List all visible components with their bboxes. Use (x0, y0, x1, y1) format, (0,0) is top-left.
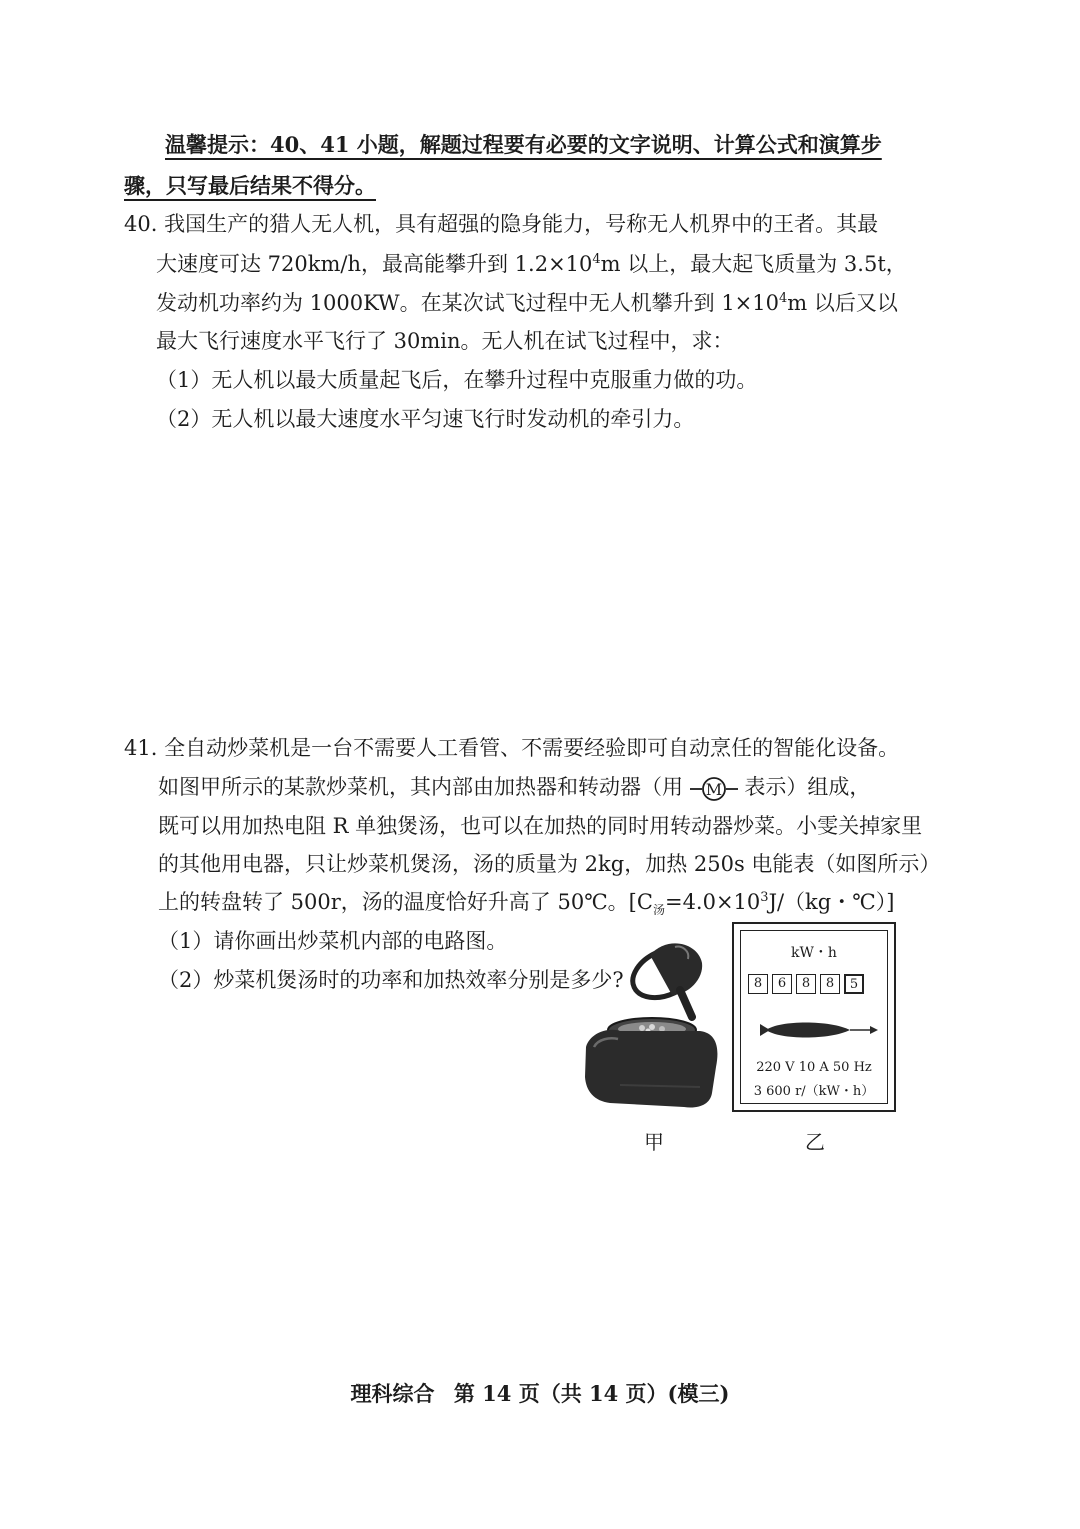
q40-line-4: 最大飞行速度水平飞行了 30min。无人机在试飞过程中，求： (156, 329, 734, 353)
motor-symbol-icon (690, 775, 738, 803)
q40-line-3-b: m 以后又以 (787, 291, 898, 315)
tip-line-1: 温馨提示：40、41 小题，解题过程要有必要的文字说明、计算公式和演算步 (165, 132, 882, 157)
q41-line-5-sub: 汤 (652, 903, 665, 918)
q41-line-1: 41. 全自动炒菜机是一台不需要人工看管、不需要经验即可自动烹任的智能化设备。 (124, 736, 900, 760)
meter-spec-voltage: 220 V 10 A 50 Hz (756, 1060, 872, 1075)
meter-digit: 6 (772, 974, 792, 994)
meter-digit: 8 (748, 974, 768, 994)
q41-line-3: 既可以用加热电阻 R 单独煲汤，也可以在加热的同时用转动器炒菜。小雯关掉家里 (158, 814, 923, 838)
meter-digits (748, 974, 864, 994)
q41-line-5-b: =4.0×10 (664, 890, 761, 914)
q40-line-3 (156, 288, 898, 318)
meter-digit: 5 (844, 974, 864, 994)
meter-disk-icon (760, 1018, 880, 1042)
q41-line-2-b: 表示）组成， (744, 775, 871, 799)
motor-symbol-letter: M (705, 779, 722, 799)
q40-line-3-a: 发动机功率约为 1000KW。在某次试飞过程中无人机攀升到 1×10 (156, 291, 779, 315)
page-footer (0, 1378, 1080, 1408)
q41-line-5-a: 上的转盘转了 500r，汤的温度恰好升高了 50℃。[C (158, 890, 653, 914)
q41-line-5-c: J/（kg・℃）] (768, 890, 895, 914)
tip-line-2: 骤，只写最后结果不得分。 (124, 173, 376, 198)
q40-sub-2: （2）无人机以最大速度水平匀速飞行时发动机的牵引力。 (156, 407, 695, 431)
q41-sub-2: （2）炒菜机煲汤时的功率和加热效率分别是多少? (158, 968, 624, 992)
q40-line-2-b: m 以上，最大起飞质量为 3.5t， (600, 252, 907, 276)
meter-digit: 8 (820, 974, 840, 994)
q40-line-1: 40. 我国生产的猎人无人机，具有超强的隐身能力，号称无人机界中的王者。其最 (124, 212, 879, 236)
q41-line-2-a: 如图甲所示的某款炒菜机，其内部由加热器和转动器（用 (158, 775, 683, 799)
meter-unit: kW・h (791, 945, 837, 961)
q40-line-3-exp: 4 (779, 291, 788, 306)
q40-line-2-a: 大速度可达 720km/h，最高能攀升到 1.2×10 (156, 252, 593, 276)
q41-line-5 (158, 887, 894, 917)
meter-digit: 8 (796, 974, 816, 994)
q40-line-2-exp: 4 (592, 252, 601, 267)
electricity-meter-figure (732, 922, 896, 1112)
q41-sub-1: （1）请你画出炒菜机内部的电路图。 (158, 929, 508, 953)
footer-page: 第 14 页（共 14 页）(模三) (453, 1381, 730, 1406)
q41-line-4: 的其他用电器，只让炒菜机煲汤，汤的质量为 2kg，加热 250s 电能表（如图所示） (158, 852, 941, 876)
figure-label-cooker: 甲 (644, 1130, 664, 1154)
q40-line-2 (156, 249, 907, 279)
footer-subject: 理科综合 (350, 1381, 435, 1406)
figure-label-meter: 乙 (805, 1130, 825, 1154)
meter-spec-revolutions: 3 600 r/（kW・h） (753, 1084, 875, 1099)
q41-line-2 (158, 772, 870, 803)
cooking-machine-figure (580, 935, 725, 1115)
q41-line-5-exp: 3 (760, 890, 769, 905)
q40-sub-1: （1）无人机以最大质量起飞后，在攀升过程中克服重力做的功。 (156, 368, 758, 392)
